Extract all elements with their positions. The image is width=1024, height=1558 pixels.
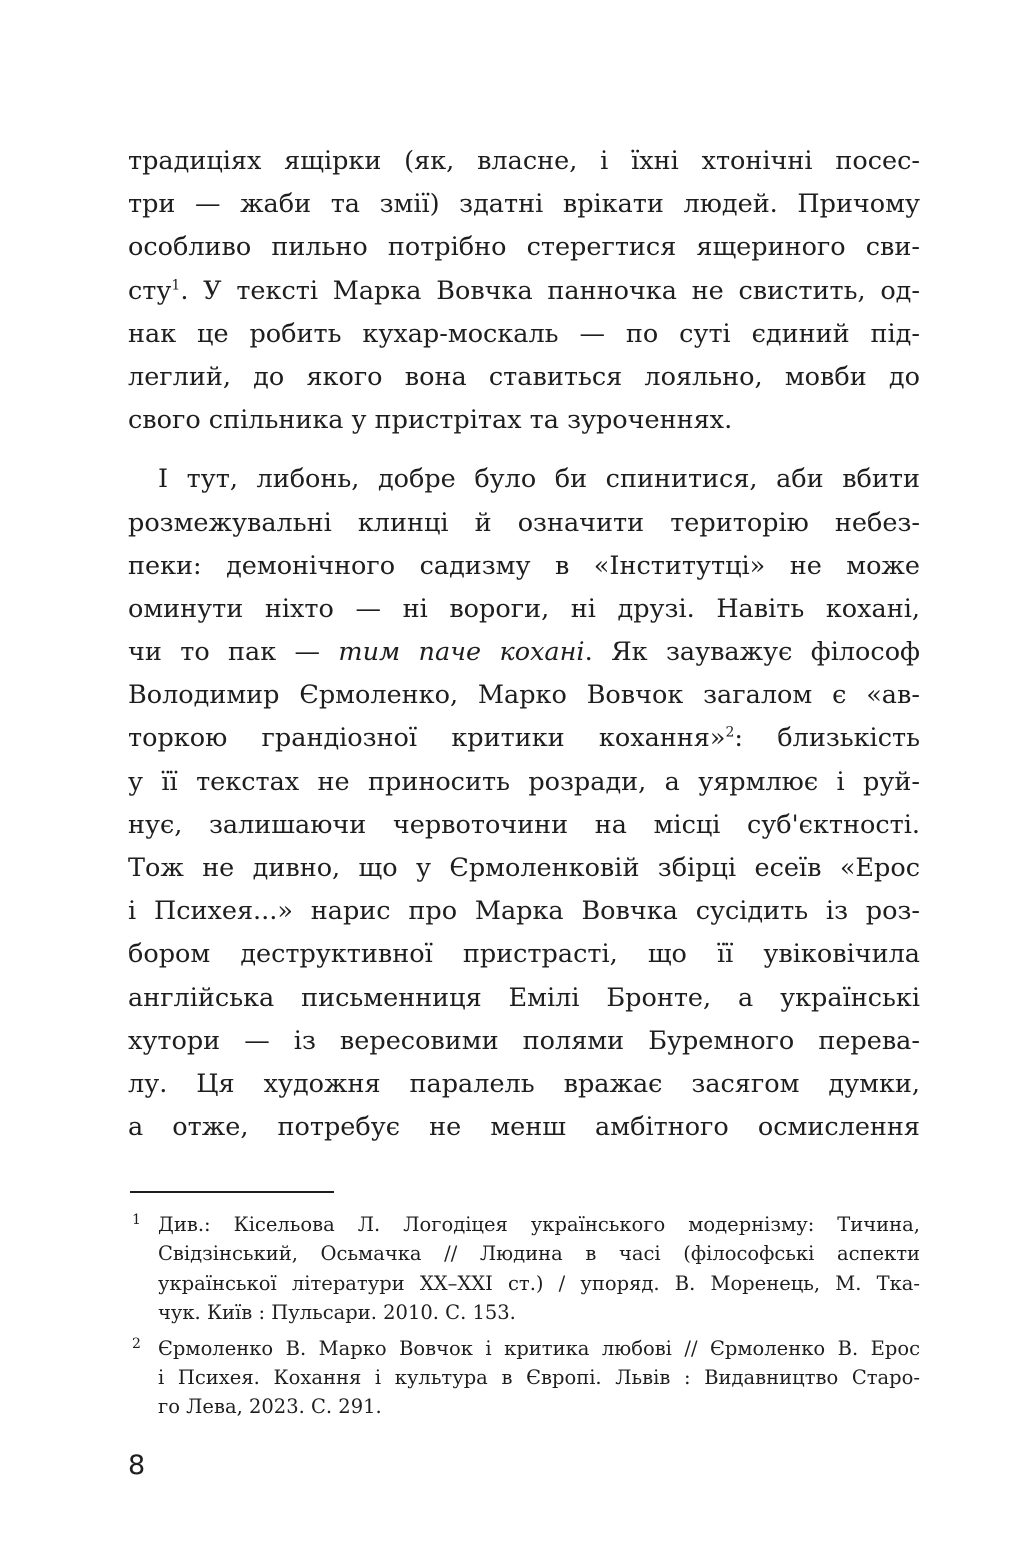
footnote-divider: [130, 1191, 334, 1193]
text-line: Володимир Єрмоленко, Марко Вовчок загалом є «ав-: [128, 680, 920, 711]
text-line: Тож не дивно, що у Єрмоленковій збірці есеїв «Ерос: [128, 853, 920, 883]
paragraph-1: [128, 140, 920, 442]
text-line: лу. Ця художня паралель вражає засягом думки,: [128, 1068, 920, 1099]
text-line: розмежувальні клинці й означити територію небез-: [128, 507, 920, 538]
text-line: бором деструктивної пристрасті, що її увіковічила: [128, 939, 920, 970]
main-text: [128, 140, 920, 1149]
text-line: леглий, до якого вона ставиться лояльно, мовби до: [128, 361, 920, 392]
text-line: англійська письменниця Емілі Бронте, а українські: [128, 982, 920, 1013]
text-line: [128, 717, 920, 760]
text-line: а отже, потребує не менш амбітного осмислення: [128, 1112, 920, 1143]
text-line: нує, залишаючи червоточини на місці суб'єктності.: [128, 809, 920, 840]
page-number: 8: [128, 1450, 146, 1481]
text-fragment: торкою грандіозної критики кохання»: [128, 723, 726, 754]
footnotes: [128, 1210, 920, 1428]
footnote-ref-2[interactable]: 2: [725, 724, 735, 741]
footnote-number: 1: [132, 1212, 141, 1228]
footnote-number: 2: [132, 1335, 141, 1352]
text-line: нак це робить кухар-москаль — по суті єдиний під-: [128, 318, 920, 349]
footnote-line: і Психея. Кохання і культура в Європі. Львів : Видавництво Старо-: [158, 1365, 920, 1389]
text-line: І тут, либонь, добре було би спинитися, аби вбити: [158, 464, 920, 495]
text-fragment: сту: [128, 275, 172, 306]
text-line: три — жаби та змії) здатні врікати людей. Причому: [128, 189, 920, 220]
footnote-line: Єрмоленко В. Марко Вовчок і критика любові // Єрмоленко В. Ерос: [158, 1336, 920, 1360]
text-line: [128, 631, 920, 674]
text-line: свого спільника у пристрітах та зуроченнях.: [128, 405, 733, 436]
footnote-2: [128, 1334, 920, 1422]
text-line: [128, 270, 920, 313]
footnote-1: [128, 1210, 920, 1328]
text-fragment: : близькість: [734, 723, 920, 754]
text-fragment: . У тексті Марка Вовчка панночка не свистить, од-: [180, 275, 920, 306]
text-line: у її текстах не приносить розради, а уярмлює і руй-: [128, 766, 920, 797]
text-line: традиціях ящірки (як, власне, і їхні хтонічні посес-: [128, 146, 920, 176]
footnote-line: чук. Київ : Пульсари. 2010. С. 153.: [158, 1301, 516, 1325]
text-line: пеки: демонічного садизму в «Інститутці» не може: [128, 550, 920, 581]
footnote-line: Свідзінський, Осьмачка // Людина в часі (філософські аспекти: [158, 1242, 920, 1266]
paragraph-2: [128, 458, 920, 1149]
footnote-ref-1[interactable]: 1: [171, 277, 181, 294]
text-line: особливо пильно потрібно стерегтися ящериного сви-: [128, 232, 920, 263]
footnote-line: Див.: Кісельова Л. Логодіцея українського модернізму: Тичина,: [158, 1213, 920, 1236]
italic-phrase: тим паче кохані: [338, 637, 585, 668]
text-line: і Психея...» нарис про Марка Вовчка сусідить із роз-: [128, 896, 920, 927]
text-fragment: . Як зауважує філософ: [584, 637, 921, 668]
footnote-line: го Лева, 2023. С. 291.: [158, 1395, 382, 1419]
text-fragment: чи то пак —: [128, 637, 339, 668]
text-line: оминути ніхто — ні вороги, ні друзі. Навіть кохані,: [128, 593, 920, 624]
footnote-line: української літератури XX–XXI ст.) / упоряд. В. Моренець, М. Тка-: [158, 1271, 920, 1295]
text-line: хутори — із вересовими полями Буремного перева-: [128, 1025, 920, 1056]
